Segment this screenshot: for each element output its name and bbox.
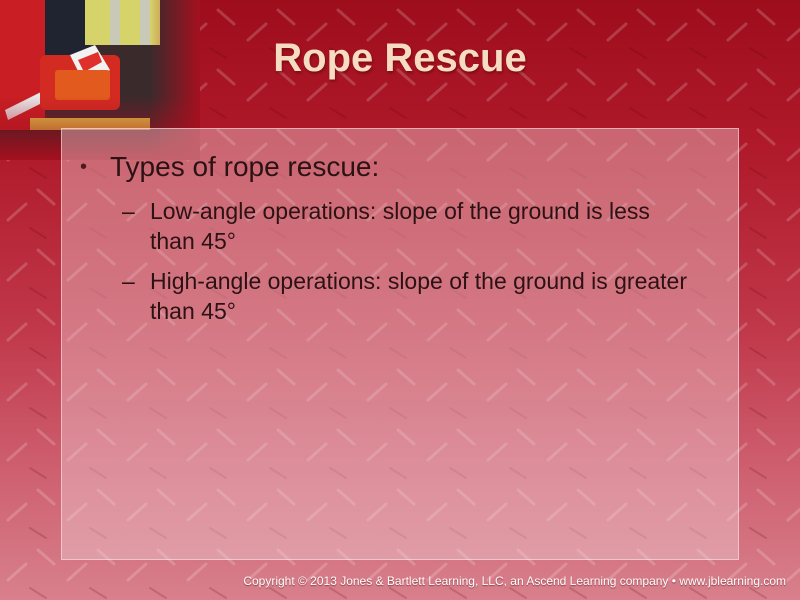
bullet-text: Types of rope rescue: <box>110 151 380 182</box>
copyright-footer: Copyright © 2013 Jones & Bartlett Learning, LLC, an Ascend Learning company • www.jblearning.com <box>243 574 786 588</box>
sub-bullet-text: High-angle operations: slope of the ground is greater than 45° <box>150 268 688 324</box>
content-panel <box>61 128 739 560</box>
slide-title: Rope Rescue <box>273 36 527 80</box>
sub-bullet-text: Low-angle operations: slope of the ground is less than 45° <box>150 198 650 254</box>
bullet-dot-icon: • <box>80 156 88 178</box>
dash-icon: – <box>122 268 135 294</box>
dash-icon: – <box>122 198 135 224</box>
